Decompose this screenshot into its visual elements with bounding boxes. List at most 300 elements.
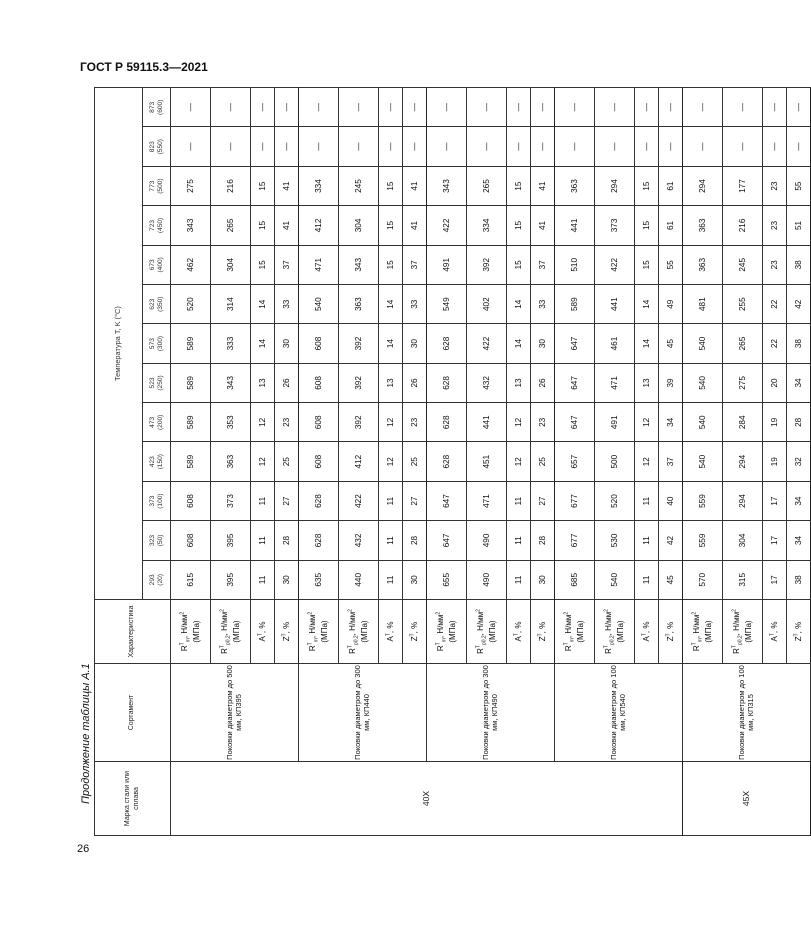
value-cell: 608 bbox=[299, 324, 339, 363]
value-cell: 441 bbox=[467, 403, 507, 442]
value-cell: 685 bbox=[555, 560, 595, 599]
value-cell: 441 bbox=[595, 285, 635, 324]
value-cell: 177 bbox=[723, 166, 763, 205]
value-cell: — bbox=[251, 88, 275, 127]
temperature-header-cell bbox=[143, 127, 171, 166]
value-cell: — bbox=[555, 127, 595, 166]
value-cell: 275 bbox=[723, 363, 763, 402]
value-cell: 353 bbox=[211, 403, 251, 442]
value-cell: 392 bbox=[467, 245, 507, 284]
char-reduction-of-area: $Z^T$, % bbox=[531, 600, 555, 664]
char-reduction-of-area: $Z^T$, % bbox=[787, 600, 811, 664]
value-cell: 608 bbox=[171, 521, 211, 560]
value-cell: 23 bbox=[403, 403, 427, 442]
value-cell: 23 bbox=[763, 166, 787, 205]
value-cell: 491 bbox=[595, 403, 635, 442]
value-cell: 37 bbox=[531, 245, 555, 284]
value-cell: 540 bbox=[683, 324, 723, 363]
value-cell: 412 bbox=[339, 442, 379, 481]
value-cell: 42 bbox=[659, 521, 683, 560]
value-cell: — bbox=[427, 88, 467, 127]
value-cell: 657 bbox=[555, 442, 595, 481]
value-cell: 294 bbox=[723, 481, 763, 520]
value-cell: 294 bbox=[595, 166, 635, 205]
value-cell: — bbox=[403, 88, 427, 127]
temperature-header-cell bbox=[143, 285, 171, 324]
value-cell: 265 bbox=[467, 166, 507, 205]
value-cell: 635 bbox=[299, 560, 339, 599]
value-cell: 33 bbox=[531, 285, 555, 324]
temperature-header-cell bbox=[143, 403, 171, 442]
value-cell: — bbox=[531, 127, 555, 166]
value-cell: — bbox=[787, 127, 811, 166]
value-cell: 343 bbox=[211, 363, 251, 402]
value-cell: 647 bbox=[427, 481, 467, 520]
value-cell: 15 bbox=[379, 206, 403, 245]
value-cell: — bbox=[531, 88, 555, 127]
char-elongation: $A^T$, % bbox=[379, 600, 403, 664]
temperature-kelvin: 873 bbox=[148, 101, 156, 113]
value-cell: 41 bbox=[403, 206, 427, 245]
value-cell: 304 bbox=[339, 206, 379, 245]
value-cell: 11 bbox=[635, 521, 659, 560]
value-cell: 363 bbox=[211, 442, 251, 481]
value-cell: 23 bbox=[275, 403, 299, 442]
value-cell: 14 bbox=[635, 285, 659, 324]
value-cell: 392 bbox=[339, 403, 379, 442]
temperature-celsius: (150) bbox=[156, 453, 164, 470]
char-yield-strength: $R^T_{p0,2}$, $Н/мм^2$ (МПа) bbox=[467, 600, 507, 664]
value-cell: 32 bbox=[787, 442, 811, 481]
table-continuation-caption: Продолжение таблицы А.1 bbox=[80, 663, 92, 804]
value-cell: 559 bbox=[683, 481, 723, 520]
value-cell: 628 bbox=[299, 521, 339, 560]
table-row bbox=[683, 88, 723, 836]
value-cell: 30 bbox=[403, 560, 427, 599]
value-cell: 12 bbox=[251, 403, 275, 442]
table-row bbox=[555, 88, 595, 836]
value-cell: 304 bbox=[723, 521, 763, 560]
value-cell: — bbox=[427, 127, 467, 166]
value-cell: 15 bbox=[379, 245, 403, 284]
value-cell: 363 bbox=[339, 285, 379, 324]
value-cell: 589 bbox=[171, 403, 211, 442]
value-cell: 11 bbox=[507, 521, 531, 560]
value-cell: 245 bbox=[723, 245, 763, 284]
value-cell: 34 bbox=[787, 521, 811, 560]
value-cell: 41 bbox=[275, 206, 299, 245]
value-cell: 25 bbox=[531, 442, 555, 481]
temperature-kelvin: 823 bbox=[148, 141, 156, 153]
value-cell: 440 bbox=[339, 560, 379, 599]
value-cell: 19 bbox=[763, 442, 787, 481]
value-cell: 540 bbox=[683, 442, 723, 481]
value-cell: — bbox=[403, 127, 427, 166]
sort-cell: Поковки диаметром до 100 мм, КП315 bbox=[683, 664, 811, 762]
value-cell: 15 bbox=[379, 166, 403, 205]
temperature-celsius: (100) bbox=[156, 493, 164, 509]
value-cell: 30 bbox=[275, 560, 299, 599]
temperature-celsius: (200) bbox=[156, 414, 164, 431]
value-cell: 373 bbox=[595, 206, 635, 245]
value-cell: 490 bbox=[467, 521, 507, 560]
value-cell: 12 bbox=[379, 403, 403, 442]
properties-table bbox=[94, 87, 811, 836]
value-cell: 12 bbox=[251, 442, 275, 481]
value-cell: 608 bbox=[299, 363, 339, 402]
temperature-header-cell bbox=[143, 324, 171, 363]
value-cell: 41 bbox=[531, 166, 555, 205]
value-cell: — bbox=[467, 127, 507, 166]
value-cell: 15 bbox=[635, 245, 659, 284]
value-cell: 628 bbox=[427, 324, 467, 363]
value-cell: 37 bbox=[659, 442, 683, 481]
value-cell: 11 bbox=[379, 481, 403, 520]
char-yield-strength: $R^T_{p0,2}$, $Н/мм^2$ (МПа) bbox=[595, 600, 635, 664]
value-cell: 628 bbox=[427, 403, 467, 442]
value-cell: 15 bbox=[635, 206, 659, 245]
char-elongation: $A^T$, % bbox=[507, 600, 531, 664]
grade-cell: 40Х bbox=[171, 762, 683, 836]
column-header-temperature: Температура T, K (°C) bbox=[95, 88, 143, 600]
temperature-kelvin: 323 bbox=[148, 534, 156, 546]
value-cell: 647 bbox=[555, 403, 595, 442]
temperature-kelvin: 673 bbox=[148, 259, 156, 271]
value-cell: 38 bbox=[787, 560, 811, 599]
temperature-kelvin: 293 bbox=[148, 574, 156, 586]
value-cell: — bbox=[171, 88, 211, 127]
value-cell: — bbox=[379, 127, 403, 166]
value-cell: 11 bbox=[251, 560, 275, 599]
value-cell: 61 bbox=[659, 206, 683, 245]
value-cell: 422 bbox=[467, 324, 507, 363]
sort-cell: Поковки диаметром до 500 мм, КП395 bbox=[171, 664, 299, 762]
value-cell: 628 bbox=[299, 481, 339, 520]
value-cell: 39 bbox=[659, 363, 683, 402]
temperature-header-cell bbox=[143, 560, 171, 599]
value-cell: 315 bbox=[723, 560, 763, 599]
value-cell: 55 bbox=[787, 166, 811, 205]
temperature-celsius: (450) bbox=[156, 217, 164, 234]
value-cell: 13 bbox=[379, 363, 403, 402]
temperature-kelvin: 523 bbox=[148, 377, 156, 389]
value-cell: 38 bbox=[787, 245, 811, 284]
value-cell: 17 bbox=[763, 521, 787, 560]
value-cell: 26 bbox=[275, 363, 299, 402]
value-cell: 628 bbox=[427, 363, 467, 402]
value-cell: 37 bbox=[403, 245, 427, 284]
value-cell: 265 bbox=[723, 324, 763, 363]
value-cell: 559 bbox=[683, 521, 723, 560]
value-cell: 628 bbox=[427, 442, 467, 481]
value-cell: 245 bbox=[339, 166, 379, 205]
value-cell: 14 bbox=[251, 285, 275, 324]
value-cell: 491 bbox=[427, 245, 467, 284]
value-cell: 26 bbox=[403, 363, 427, 402]
value-cell: 27 bbox=[531, 481, 555, 520]
value-cell: 471 bbox=[595, 363, 635, 402]
temperature-celsius: (550) bbox=[156, 138, 164, 155]
value-cell: 284 bbox=[723, 403, 763, 442]
value-cell: 540 bbox=[683, 403, 723, 442]
value-cell: 500 bbox=[595, 442, 635, 481]
value-cell: 33 bbox=[403, 285, 427, 324]
value-cell: — bbox=[595, 88, 635, 127]
value-cell: 304 bbox=[211, 245, 251, 284]
value-cell: 55 bbox=[659, 245, 683, 284]
temperature-celsius: (600) bbox=[156, 99, 164, 115]
value-cell: 11 bbox=[635, 560, 659, 599]
char-tensile-strength: $R^T_m$, $Н/мм^2$ (МПа) bbox=[171, 600, 211, 664]
value-cell: — bbox=[467, 88, 507, 127]
temperature-kelvin: 573 bbox=[148, 338, 156, 350]
value-cell: 13 bbox=[251, 363, 275, 402]
value-cell: — bbox=[379, 88, 403, 127]
value-cell: 12 bbox=[635, 442, 659, 481]
value-cell: — bbox=[555, 88, 595, 127]
value-cell: 255 bbox=[723, 285, 763, 324]
value-cell: 363 bbox=[555, 166, 595, 205]
value-cell: 422 bbox=[427, 206, 467, 245]
value-cell: 395 bbox=[211, 521, 251, 560]
page-number: 26 bbox=[77, 843, 90, 855]
value-cell: 392 bbox=[339, 363, 379, 402]
value-cell: 22 bbox=[763, 324, 787, 363]
temperature-header-cell bbox=[143, 206, 171, 245]
value-cell: 363 bbox=[683, 206, 723, 245]
value-cell: 373 bbox=[211, 481, 251, 520]
value-cell: 343 bbox=[427, 166, 467, 205]
temperature-kelvin: 423 bbox=[148, 456, 156, 468]
char-tensile-strength: $R^T_m$, $Н/мм^2$ (МПа) bbox=[555, 600, 595, 664]
temperature-celsius: (500) bbox=[156, 178, 164, 194]
value-cell: 608 bbox=[171, 481, 211, 520]
value-cell: 540 bbox=[299, 285, 339, 324]
char-reduction-of-area: $Z^T$, % bbox=[403, 600, 427, 664]
value-cell: 15 bbox=[251, 206, 275, 245]
value-cell: 15 bbox=[507, 166, 531, 205]
value-cell: 30 bbox=[531, 324, 555, 363]
char-yield-strength: $R^T_{p0,2}$, $Н/мм^2$ (МПа) bbox=[339, 600, 379, 664]
temperature-kelvin: 723 bbox=[148, 219, 156, 231]
value-cell: 549 bbox=[427, 285, 467, 324]
value-cell: 23 bbox=[531, 403, 555, 442]
value-cell: 40 bbox=[659, 481, 683, 520]
value-cell: 589 bbox=[171, 324, 211, 363]
value-cell: — bbox=[635, 88, 659, 127]
value-cell: 655 bbox=[427, 560, 467, 599]
temperature-header-cell bbox=[143, 521, 171, 560]
value-cell: 30 bbox=[531, 560, 555, 599]
value-cell: 471 bbox=[467, 481, 507, 520]
table-row bbox=[299, 88, 339, 836]
value-cell: 471 bbox=[299, 245, 339, 284]
value-cell: 15 bbox=[635, 166, 659, 205]
value-cell: 441 bbox=[555, 206, 595, 245]
value-cell: — bbox=[763, 127, 787, 166]
sort-cell: Поковки диаметром до 300 мм, КП440 bbox=[299, 664, 427, 762]
value-cell: 49 bbox=[659, 285, 683, 324]
value-cell: 615 bbox=[171, 560, 211, 599]
column-header-characteristic: Характеристика bbox=[95, 600, 171, 664]
temperature-celsius: (400) bbox=[156, 257, 164, 273]
value-cell: 28 bbox=[275, 521, 299, 560]
value-cell: 12 bbox=[635, 403, 659, 442]
value-cell: — bbox=[299, 88, 339, 127]
value-cell: 540 bbox=[595, 560, 635, 599]
value-cell: 265 bbox=[211, 206, 251, 245]
value-cell: 45 bbox=[659, 324, 683, 363]
value-cell: 37 bbox=[275, 245, 299, 284]
column-header-grade: Марка стали или сплава bbox=[95, 762, 171, 836]
value-cell: 570 bbox=[683, 560, 723, 599]
grade-cell: 45Х bbox=[683, 762, 811, 836]
value-cell: — bbox=[659, 88, 683, 127]
value-cell: 11 bbox=[251, 521, 275, 560]
value-cell: 17 bbox=[763, 560, 787, 599]
value-cell: 27 bbox=[275, 481, 299, 520]
char-yield-strength: $R^T_{p0,2}$, $Н/мм^2$ (МПа) bbox=[211, 600, 251, 664]
value-cell: — bbox=[275, 88, 299, 127]
value-cell: — bbox=[171, 127, 211, 166]
value-cell: 402 bbox=[467, 285, 507, 324]
value-cell: 432 bbox=[467, 363, 507, 402]
value-cell: 41 bbox=[403, 166, 427, 205]
value-cell: 28 bbox=[531, 521, 555, 560]
value-cell: 38 bbox=[787, 324, 811, 363]
value-cell: — bbox=[339, 88, 379, 127]
value-cell: 294 bbox=[683, 166, 723, 205]
value-cell: 530 bbox=[595, 521, 635, 560]
value-cell: 481 bbox=[683, 285, 723, 324]
value-cell: — bbox=[659, 127, 683, 166]
value-cell: 490 bbox=[467, 560, 507, 599]
value-cell: 334 bbox=[299, 166, 339, 205]
value-cell: 334 bbox=[467, 206, 507, 245]
value-cell: 11 bbox=[251, 481, 275, 520]
value-cell: 11 bbox=[379, 521, 403, 560]
value-cell: — bbox=[723, 88, 763, 127]
value-cell: 11 bbox=[507, 481, 531, 520]
value-cell: 14 bbox=[251, 324, 275, 363]
char-reduction-of-area: $Z^T$, % bbox=[275, 600, 299, 664]
value-cell: 11 bbox=[507, 560, 531, 599]
value-cell: 51 bbox=[787, 206, 811, 245]
value-cell: 23 bbox=[763, 245, 787, 284]
value-cell: — bbox=[211, 88, 251, 127]
temperature-celsius: (50) bbox=[156, 534, 164, 547]
value-cell: 343 bbox=[171, 206, 211, 245]
value-cell: 15 bbox=[507, 206, 531, 245]
value-cell: 41 bbox=[275, 166, 299, 205]
table-row bbox=[427, 88, 467, 836]
value-cell: 15 bbox=[507, 245, 531, 284]
value-cell: 647 bbox=[427, 521, 467, 560]
temperature-header-cell bbox=[143, 245, 171, 284]
temperature-header-cell bbox=[143, 88, 171, 127]
value-cell: 14 bbox=[507, 285, 531, 324]
value-cell: 608 bbox=[299, 442, 339, 481]
value-cell: 28 bbox=[403, 521, 427, 560]
value-cell: 520 bbox=[595, 481, 635, 520]
value-cell: 28 bbox=[787, 403, 811, 442]
value-cell: 12 bbox=[379, 442, 403, 481]
value-cell: 17 bbox=[763, 481, 787, 520]
value-cell: 275 bbox=[171, 166, 211, 205]
value-cell: 462 bbox=[171, 245, 211, 284]
value-cell: 608 bbox=[299, 403, 339, 442]
value-cell: 647 bbox=[555, 363, 595, 402]
column-header-sort: Сортамент bbox=[95, 664, 171, 762]
table-wrapper bbox=[94, 88, 803, 836]
value-cell: 432 bbox=[339, 521, 379, 560]
temperature-header-cell bbox=[143, 166, 171, 205]
value-cell: 14 bbox=[379, 285, 403, 324]
value-cell: 392 bbox=[339, 324, 379, 363]
char-elongation: $A^T$, % bbox=[251, 600, 275, 664]
value-cell: 422 bbox=[595, 245, 635, 284]
temperature-kelvin: 473 bbox=[148, 416, 156, 428]
value-cell: 25 bbox=[403, 442, 427, 481]
value-cell: 30 bbox=[403, 324, 427, 363]
char-tensile-strength: $R^T_m$, $Н/мм^2$ (МПа) bbox=[427, 600, 467, 664]
value-cell: 20 bbox=[763, 363, 787, 402]
value-cell: 343 bbox=[339, 245, 379, 284]
temperature-kelvin: 623 bbox=[148, 298, 156, 310]
value-cell: 333 bbox=[211, 324, 251, 363]
char-yield-strength: $R^T_{p0,2}$, $Н/мм^2$ (МПа) bbox=[723, 600, 763, 664]
value-cell: 41 bbox=[531, 206, 555, 245]
value-cell: 30 bbox=[275, 324, 299, 363]
temperature-kelvin: 373 bbox=[148, 495, 156, 507]
char-tensile-strength: $R^T_m$, $Н/мм^2$ (МПа) bbox=[299, 600, 339, 664]
value-cell: 42 bbox=[787, 285, 811, 324]
value-cell: — bbox=[683, 88, 723, 127]
value-cell: 451 bbox=[467, 442, 507, 481]
value-cell: 13 bbox=[635, 363, 659, 402]
char-reduction-of-area: $Z^T$, % bbox=[659, 600, 683, 664]
value-cell: 395 bbox=[211, 560, 251, 599]
value-cell: 14 bbox=[635, 324, 659, 363]
value-cell: 14 bbox=[379, 324, 403, 363]
value-cell: 461 bbox=[595, 324, 635, 363]
value-cell: 589 bbox=[171, 442, 211, 481]
value-cell: 12 bbox=[507, 442, 531, 481]
value-cell: 363 bbox=[683, 245, 723, 284]
sort-cell: Поковки диаметром до 300 мм, КП490 bbox=[427, 664, 555, 762]
value-cell: — bbox=[251, 127, 275, 166]
value-cell: 11 bbox=[379, 560, 403, 599]
value-cell: 34 bbox=[787, 481, 811, 520]
value-cell: 216 bbox=[211, 166, 251, 205]
value-cell: — bbox=[787, 88, 811, 127]
value-cell: — bbox=[595, 127, 635, 166]
char-tensile-strength: $R^T_m$, $Н/мм^2$ (МПа) bbox=[683, 600, 723, 664]
temperature-celsius: (350) bbox=[156, 296, 164, 312]
value-cell: 22 bbox=[763, 285, 787, 324]
value-cell: 589 bbox=[171, 363, 211, 402]
value-cell: 34 bbox=[787, 363, 811, 402]
value-cell: 412 bbox=[299, 206, 339, 245]
value-cell: 520 bbox=[171, 285, 211, 324]
temperature-celsius: (300) bbox=[156, 335, 164, 352]
value-cell: 45 bbox=[659, 560, 683, 599]
value-cell: 23 bbox=[763, 206, 787, 245]
document-header: ГОСТ Р 59115.3—2021 bbox=[80, 60, 208, 74]
sort-cell: Поковки диаметром до 100 мм, КП540 bbox=[555, 664, 683, 762]
value-cell: — bbox=[507, 127, 531, 166]
value-cell: 14 bbox=[507, 324, 531, 363]
